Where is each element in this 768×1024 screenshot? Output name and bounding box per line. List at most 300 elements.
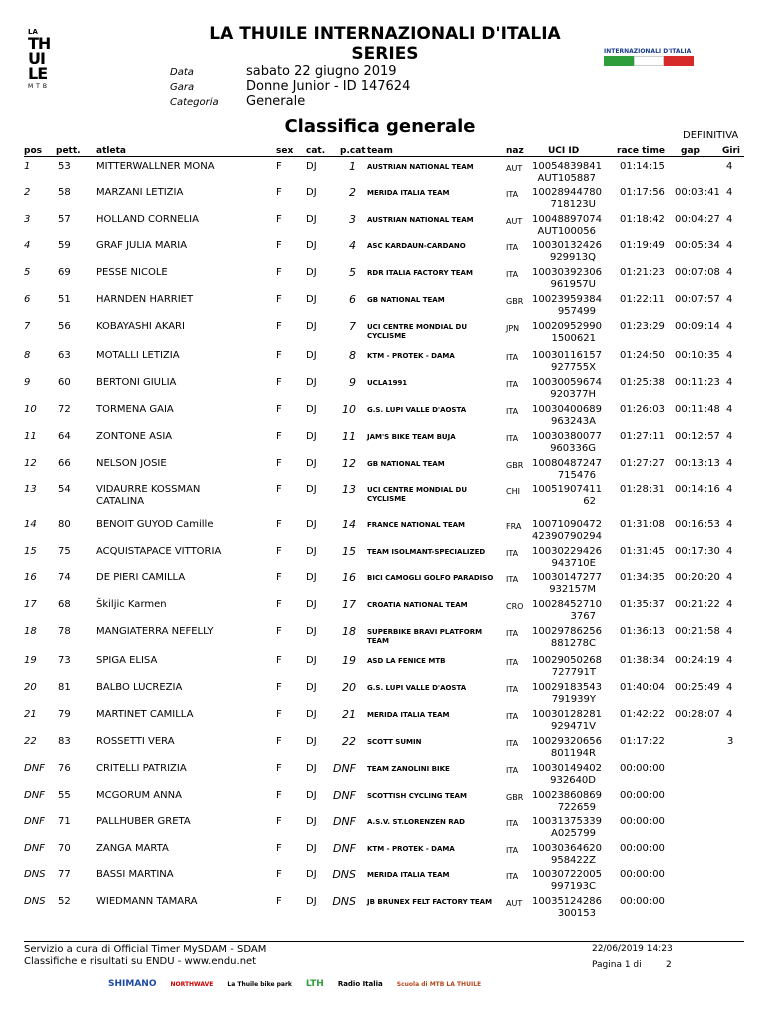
athlete-name: GRAF JULIA MARIA [96, 240, 188, 251]
meta-value-data: sabato 22 giugno 2019 [246, 64, 397, 79]
col-header-pett: pett. [56, 146, 81, 156]
sex: F [276, 709, 282, 720]
pos: DNF [24, 843, 45, 854]
race-time: 00:00:00 [620, 790, 665, 801]
nation: ITA [506, 434, 519, 443]
pett: 66 [58, 458, 71, 469]
footer-datetime: 22/06/2019 14:23 [592, 944, 673, 954]
table-row [0, 572, 768, 598]
nation: ITA [506, 407, 519, 416]
category: DJ [306, 404, 317, 415]
category-position: 21 [342, 708, 356, 721]
pos: 15 [24, 546, 37, 557]
nation: ITA [506, 739, 519, 748]
sponsor-scuola-mtb-logo: Scuola di MTB LA THUILE [396, 980, 482, 988]
laps: 4 [726, 484, 733, 495]
table-row [0, 321, 768, 347]
uci-id-suffix: 801194R [550, 748, 596, 759]
sex: F [276, 626, 282, 637]
category: DJ [306, 240, 317, 251]
classifica-heading: Classifica generale [284, 116, 476, 137]
uci-id-suffix: 42390790294 [532, 531, 602, 542]
pos: 7 [24, 321, 31, 332]
col-header-pcat: p.cat [340, 146, 366, 156]
race-time: 01:14:15 [620, 161, 665, 172]
pett: 54 [58, 484, 71, 495]
uci-id-suffix: 727791T [551, 667, 596, 678]
footer-divider [24, 941, 744, 942]
nation: ITA [506, 575, 519, 584]
meta-value-gara: Donne Junior - ID 147624 [246, 79, 411, 94]
nation: ITA [506, 353, 519, 362]
category-position: 11 [342, 430, 356, 443]
pos: 18 [24, 626, 37, 637]
col-header-pos: pos [24, 146, 42, 156]
table-row [0, 626, 768, 652]
race-time: 01:42:22 [620, 709, 665, 720]
sex: F [276, 790, 282, 801]
team-name: JB BRUNEX FELT FACTORY TEAM [367, 898, 493, 906]
gap: 00:14:16 [675, 484, 720, 495]
category: DJ [306, 816, 317, 827]
sponsor-northwave-logo: NORTHWAVE [170, 980, 214, 988]
pett: 74 [58, 572, 71, 583]
uci-id-suffix: 958422Z [550, 855, 596, 866]
sex: F [276, 240, 282, 251]
table-row [0, 682, 768, 708]
sponsor-logos [108, 968, 648, 1000]
sex: F [276, 599, 282, 610]
athlete-name: PALLHUBER GRETA [96, 816, 191, 827]
category: DJ [306, 294, 317, 305]
team-name: TEAM ISOLMANT-SPECIALIZED [367, 548, 486, 556]
race-time: 00:00:00 [620, 843, 665, 854]
athlete-name: ROSSETTI VERA [96, 736, 175, 747]
uci-id: 10080487247 [532, 458, 602, 469]
team-name: FRANCE NATIONAL TEAM [367, 521, 465, 529]
laps: 4 [726, 431, 733, 442]
athlete-name: WIEDMANN TAMARA [96, 896, 198, 907]
category-position: DNF [332, 789, 356, 802]
category-position: 5 [349, 266, 356, 279]
sex: F [276, 736, 282, 747]
pett: 75 [58, 546, 71, 557]
athlete-name: TORMENA GAIA [96, 404, 174, 415]
sex: F [276, 214, 282, 225]
category: DJ [306, 377, 317, 388]
category-position: 3 [349, 213, 356, 226]
nation: GBR [506, 461, 524, 470]
pos: 1 [24, 161, 31, 172]
uci-id: 10048897074 [532, 214, 602, 225]
pett: 63 [58, 350, 71, 361]
team-name: G.S. LUPI VALLE D'AOSTA [367, 684, 467, 692]
uci-id-suffix: 932640D [550, 775, 596, 786]
team-name: MERIDA ITALIA TEAM [367, 711, 450, 719]
nation: ITA [506, 243, 519, 252]
team-name: A.S.V. ST.LORENZEN RAD [367, 818, 465, 826]
category-position: 18 [342, 625, 356, 638]
category-position: 22 [342, 735, 356, 748]
table-row [0, 763, 768, 789]
nation: ITA [506, 549, 519, 558]
uci-id-suffix: 920377H [550, 389, 596, 400]
status-label: DEFINITIVA [683, 130, 739, 141]
category: DJ [306, 709, 317, 720]
athlete-name: BENOIT GUYOD Camille [96, 519, 214, 530]
pos: 22 [24, 736, 37, 747]
laps: 3 [727, 736, 734, 747]
uci-id-suffix: 963243A [550, 416, 596, 427]
team-name: ASD LA FENICE MTB [367, 657, 446, 665]
race-time: 01:26:03 [620, 404, 665, 415]
athlete-name: MANGIATERRA NEFELLY [96, 626, 214, 637]
uci-id-suffix: A025799 [550, 828, 596, 839]
pos: 19 [24, 655, 37, 666]
category: DJ [306, 869, 317, 880]
nation: ITA [506, 819, 519, 828]
col-header-uci: UCI ID [548, 146, 580, 156]
pos: DNF [24, 763, 45, 774]
gap: 00:24:19 [675, 655, 720, 666]
gap: 00:17:30 [675, 546, 720, 557]
category: DJ [306, 682, 317, 693]
internazionali-italia-logo: INTERNAZIONALI D'ITALIA [604, 48, 696, 70]
uci-id: 10023860869 [532, 790, 602, 801]
table-row [0, 843, 768, 869]
category: DJ [306, 350, 317, 361]
team-name: G.S. LUPI VALLE D'AOSTA [367, 406, 467, 414]
category-position: 16 [342, 571, 356, 584]
pett: 56 [58, 321, 71, 332]
category: DJ [306, 790, 317, 801]
gap: 00:20:20 [675, 572, 720, 583]
category: DJ [306, 843, 317, 854]
race-time: 01:18:42 [620, 214, 665, 225]
pett: 72 [58, 404, 71, 415]
race-time: 01:34:35 [620, 572, 665, 583]
category-position: DNS [332, 895, 356, 908]
athlete-name: HOLLAND CORNELIA [96, 214, 199, 225]
team-name: GB NATIONAL TEAM [367, 296, 445, 304]
team-name: JAM'S BIKE TEAM BUJA [367, 433, 456, 441]
uci-id: 10030722005 [532, 869, 602, 880]
table-row [0, 187, 768, 213]
uci-id: 10028944780 [532, 187, 602, 198]
category-position: 6 [349, 293, 356, 306]
gap: 00:07:57 [675, 294, 720, 305]
category-position: 17 [342, 598, 356, 611]
table-row [0, 790, 768, 816]
pett: 73 [58, 655, 71, 666]
table-row [0, 458, 768, 484]
category: DJ [306, 484, 317, 495]
nation: ITA [506, 846, 519, 855]
team-name: RDR ITALIA FACTORY TEAM [367, 269, 473, 277]
pett: 58 [58, 187, 71, 198]
race-time: 01:25:38 [620, 377, 665, 388]
table-row [0, 599, 768, 625]
title-line-1: LA THUILE INTERNAZIONALI D'ITALIA [209, 24, 561, 44]
nation: AUT [506, 164, 523, 173]
laps: 4 [726, 404, 733, 415]
athlete-name: DE PIERI CAMILLA [96, 572, 186, 583]
table-row [0, 431, 768, 457]
uci-id: 10030229426 [532, 546, 602, 557]
team-name: UCI CENTRE MONDIAL DU CYCLISME [367, 323, 468, 340]
sponsor-radio-italia-logo: Radio Italia [337, 980, 383, 988]
nation: GBR [506, 297, 524, 306]
uci-id: 10020952990 [532, 321, 602, 332]
pett: 79 [58, 709, 71, 720]
meta-value-categoria: Generale [246, 94, 306, 109]
col-header-gap: gap [681, 146, 700, 156]
footer-service-line: Servizio a cura di Official Timer MySDAM - SDAM [24, 944, 267, 955]
gap: 00:12:57 [675, 431, 720, 442]
team-name: SUPERBIKE BRAVI PLATFORM TEAM [367, 628, 483, 645]
category-position: 20 [342, 681, 356, 694]
category: DJ [306, 161, 317, 172]
athlete-name: MCGORUM ANNA [96, 790, 182, 801]
laps: 4 [726, 572, 733, 583]
athlete-name: ZANGA MARTA [96, 843, 169, 854]
laps: 4 [726, 709, 733, 720]
uci-id: 10030128281 [532, 709, 602, 720]
race-time: 01:28:31 [620, 484, 665, 495]
uci-id: 10030132426 [532, 240, 602, 251]
sex: F [276, 377, 282, 388]
pett: 76 [58, 763, 71, 774]
table-row [0, 350, 768, 376]
uci-id: 10029050268 [532, 655, 602, 666]
uci-id: 10030364620 [532, 843, 602, 854]
athlete-name: HARNDEN HARRIET [96, 294, 194, 305]
race-time: 01:24:50 [620, 350, 665, 361]
pos: DNF [24, 816, 45, 827]
table-row [0, 869, 768, 895]
uci-id-suffix: 791939Y [551, 694, 596, 705]
nation: ITA [506, 190, 519, 199]
team-name: TEAM ZANOLINI BIKE [367, 765, 450, 773]
col-header-cat: cat. [306, 146, 326, 156]
pos: 16 [24, 572, 37, 583]
sex: F [276, 843, 282, 854]
sex: F [276, 458, 282, 469]
race-time: 01:21:23 [620, 267, 665, 278]
pett: 55 [58, 790, 71, 801]
laps: 4 [726, 240, 733, 251]
laps: 4 [726, 377, 733, 388]
gap: 00:21:22 [675, 599, 720, 610]
uci-id: 10028452710 [532, 599, 602, 610]
page-title [170, 24, 600, 64]
uci-id: 10030392306 [532, 267, 602, 278]
laps: 4 [726, 458, 733, 469]
uci-id-suffix: 997193C [550, 881, 596, 892]
sex: F [276, 404, 282, 415]
athlete-name: BALBO LUCREZIA [96, 682, 183, 693]
pos: 11 [24, 431, 37, 442]
gap: 00:21:58 [675, 626, 720, 637]
sex: F [276, 161, 282, 172]
uci-id-suffix: AUT105887 [537, 173, 596, 184]
uci-id: 10030400689 [532, 404, 602, 415]
title-line-2: SERIES [351, 44, 419, 64]
table-row [0, 294, 768, 320]
uci-id-suffix: 929471V [550, 721, 596, 732]
category: DJ [306, 655, 317, 666]
table-row [0, 484, 768, 510]
pos: 2 [24, 187, 31, 198]
athlete-name: SPIGA ELISA [96, 655, 158, 666]
category-position: DNF [332, 842, 356, 855]
category-position: DNS [332, 868, 356, 881]
team-name: AUSTRIAN NATIONAL TEAM [367, 163, 474, 171]
race-time: 01:27:27 [620, 458, 665, 469]
laps: 4 [726, 294, 733, 305]
category-position: 2 [349, 186, 356, 199]
pos: 8 [24, 350, 31, 361]
footer-page-label: Pagina 1 di [592, 960, 642, 970]
team-name: KTM - PROTEK - DAMA [367, 352, 455, 360]
pett: 80 [58, 519, 71, 530]
meta-label-gara: Gara [170, 82, 195, 93]
nation: CHI [506, 487, 520, 496]
athlete-name: ACQUISTAPACE VITTORIA [96, 546, 222, 557]
uci-id: 10029786256 [532, 626, 602, 637]
sex: F [276, 546, 282, 557]
laps: 4 [726, 161, 733, 172]
laps: 4 [726, 214, 733, 225]
uci-id: 10030116157 [532, 350, 602, 361]
team-name: ASC KARDAUN-CARDANO [367, 242, 466, 250]
col-header-atleta: atleta [96, 146, 126, 156]
uci-id: 10071090472 [532, 519, 602, 530]
uci-id: 10030059674 [532, 377, 602, 388]
header-divider [24, 156, 744, 157]
pos: 5 [24, 267, 31, 278]
category-position: 7 [349, 320, 356, 333]
race-time: 01:27:11 [620, 431, 665, 442]
pos: 9 [24, 377, 31, 388]
race-time: 01:17:56 [620, 187, 665, 198]
category-position: 1 [349, 160, 356, 173]
pett: 59 [58, 240, 71, 251]
nation: ITA [506, 766, 519, 775]
sex: F [276, 816, 282, 827]
sex: F [276, 896, 282, 907]
table-row [0, 377, 768, 403]
pett: 70 [58, 843, 71, 854]
laps: 4 [726, 682, 733, 693]
pos: 17 [24, 599, 37, 610]
race-time: 00:00:00 [620, 763, 665, 774]
team-name: AUSTRIAN NATIONAL TEAM [367, 216, 474, 224]
athlete-name: MOTALLI LETIZIA [96, 350, 180, 361]
category-position: 14 [342, 518, 356, 531]
race-time: 01:31:08 [620, 519, 665, 530]
race-time: 01:19:49 [620, 240, 665, 251]
col-header-race: race time [617, 146, 665, 156]
athlete-name: BERTONI GIULIA [96, 377, 177, 388]
uci-id-suffix: 960336G [550, 443, 596, 454]
laps: 4 [726, 519, 733, 530]
athlete-name: MARZANI LETIZIA [96, 187, 184, 198]
meta-label-categoria: Categoria [170, 97, 219, 108]
table-row [0, 546, 768, 572]
uci-id-suffix: 1500621 [551, 333, 596, 344]
nation: FRA [506, 522, 522, 531]
pett: 68 [58, 599, 71, 610]
laps: 4 [726, 599, 733, 610]
table-row [0, 519, 768, 545]
athlete-name: MITTERWALLNER MONA [96, 161, 215, 172]
sex: F [276, 484, 282, 495]
uci-id-suffix: AUT100056 [537, 226, 596, 237]
team-name: UCLA1991 [367, 379, 408, 387]
pos: DNF [24, 790, 45, 801]
uci-id: 10029320656 [532, 736, 602, 747]
athlete-name: CRITELLI PATRIZIA [96, 763, 187, 774]
laps: 4 [726, 546, 733, 557]
category-position: 10 [342, 403, 356, 416]
sex: F [276, 187, 282, 198]
race-time: 01:40:04 [620, 682, 665, 693]
race-time: 00:00:00 [620, 816, 665, 827]
sex: F [276, 572, 282, 583]
nation: ITA [506, 380, 519, 389]
category: DJ [306, 321, 317, 332]
nation: ITA [506, 712, 519, 721]
race-time: 01:22:11 [620, 294, 665, 305]
nation: AUT [506, 899, 523, 908]
category-position: 13 [342, 483, 356, 496]
meta-label-data: Data [170, 67, 194, 78]
athlete-name: Škiljic Karmen [96, 599, 167, 610]
uci-id-suffix: 929913Q [549, 252, 596, 263]
team-name: BICI CAMOGLI GOLFO PARADISO [367, 574, 494, 582]
pett: 69 [58, 267, 71, 278]
category-position: DNF [332, 762, 356, 775]
gap: 00:07:08 [675, 267, 720, 278]
table-row [0, 736, 768, 762]
col-header-team: team [367, 146, 393, 156]
sex: F [276, 321, 282, 332]
race-time: 01:36:13 [620, 626, 665, 637]
category-position: 4 [349, 239, 356, 252]
gap: 00:11:48 [675, 404, 720, 415]
uci-id: 10035124286 [532, 896, 602, 907]
race-time: 01:31:45 [620, 546, 665, 557]
pett: 78 [58, 626, 71, 637]
category: DJ [306, 519, 317, 530]
pett: 81 [58, 682, 71, 693]
sex: F [276, 431, 282, 442]
sex: F [276, 294, 282, 305]
pos: 14 [24, 519, 37, 530]
uci-id-suffix: 300153 [557, 908, 596, 919]
pos: 13 [24, 484, 37, 495]
category: DJ [306, 572, 317, 583]
category-position: 8 [349, 349, 356, 362]
footer-results-line: Classifiche e risultati su ENDU - www.endu.net [24, 956, 257, 967]
category: DJ [306, 267, 317, 278]
race-time: 01:38:34 [620, 655, 665, 666]
gap: 00:03:41 [675, 187, 720, 198]
pos: 20 [24, 682, 37, 693]
uci-id-suffix: 961957U [550, 279, 596, 290]
sponsor-lth-logo: LTH [305, 979, 324, 989]
